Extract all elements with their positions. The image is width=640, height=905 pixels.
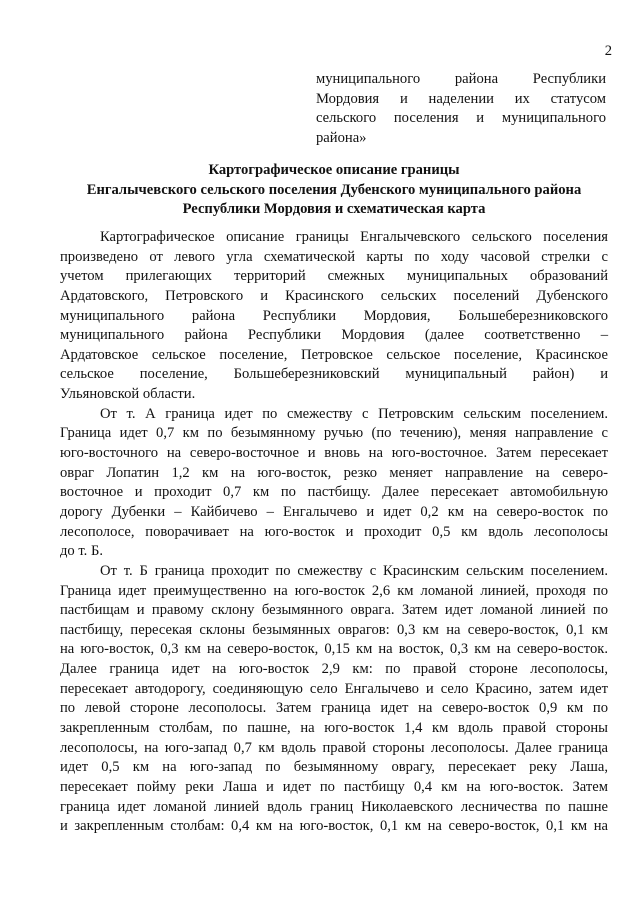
body-line: произведено от левого угла схематической карты по ходу часовой стрелки с bbox=[60, 248, 608, 265]
body-line: закрепленным столбам, по пашне, на юго-восток 1,4 км вдоль правой стороны bbox=[60, 720, 608, 737]
body-line: Ардатовского, Петровского и Красинского сельских поселений Дубенского bbox=[60, 287, 608, 304]
page-number: 2 bbox=[604, 43, 612, 59]
body-line: дорогу Дубенки – Кайбичево – Енгалычево и идет 0,2 км на северо-восток по bbox=[60, 503, 608, 520]
body-line: Далее граница идет на юго-восток 2,9 км: по правой стороне лесополосы, bbox=[60, 661, 608, 678]
body-line: и закрепленным столбам: 0,4 км на юго-восток, 0,1 км на северо-восток, 0,1 км на bbox=[60, 818, 608, 835]
body-line: юго-восточного на северо-восточное и вновь на юго-восточное. Затем пересекает bbox=[60, 445, 608, 462]
body-line: От т. Б граница проходит по смежеству с Красинским сельским поселением. bbox=[100, 562, 608, 579]
header-line: муниципального района Республики bbox=[316, 71, 606, 87]
body-line: по левой стороне лесополосы. Затем граница идет на северо-восток 0,9 км по bbox=[60, 700, 608, 717]
body-line: Граница идет 0,7 км по безымянному ручью (по течению), меняя направление с bbox=[60, 425, 608, 442]
title-line: Картографическое описание границы bbox=[208, 162, 460, 178]
body-text bbox=[60, 228, 608, 837]
body-line: От т. А граница идет по смежеству с Петровским сельским поселением. bbox=[100, 405, 608, 422]
body-line: лесополосе, поворачивает на юго-восток и проходит 0,5 км вдоль лесополосы bbox=[60, 523, 608, 540]
header-line: Мордовия и наделении их статусом bbox=[316, 90, 606, 107]
title-line: Енгалычевского сельского поселения Дубенского муниципального района bbox=[86, 181, 582, 198]
body-line: Граница идет преимущественно на юго-восток 2,6 км ломаной линией, проходя по bbox=[60, 582, 608, 599]
resolution-title-continuation bbox=[316, 70, 606, 149]
body-line: на юго-восток, 0,3 км на северо-восток, 0,15 км на восток, 0,3 км на северо-восток. bbox=[60, 641, 608, 658]
body-line: овраг Лопатин 1,2 км на юго-восток, резко меняет направление на северо- bbox=[60, 464, 608, 481]
body-line: лесополосы, на юго-запад 0,7 км вдоль правой стороны лесополосы. Далее граница bbox=[60, 739, 608, 756]
body-line: Ульяновской области. bbox=[60, 386, 196, 403]
body-line: пересекает пойму реки Лаша и идет по пастбищу 0,4 км на юго-восток. Затем bbox=[60, 778, 608, 795]
title-line: Республики Мордовия и схематическая карта bbox=[182, 201, 486, 217]
body-line: учетом прилегающих территорий смежных муниципальных образований bbox=[60, 268, 608, 285]
body-line: идет 0,5 км на юго-запад по безымянному оврагу, пересекает реку Лаша, bbox=[60, 759, 608, 776]
header-line: района» bbox=[316, 129, 367, 146]
body-line: пастбищу, пересекая склоны безымянных оврагов: 0,3 км на северо-восток, 0,1 км bbox=[60, 621, 608, 638]
body-line: муниципального района Республики Мордовия, Большеберезниковского bbox=[60, 307, 608, 324]
body-line: до т. Б. bbox=[60, 543, 103, 560]
header-line: сельского поселения и муниципального bbox=[316, 110, 606, 127]
section-title bbox=[60, 161, 608, 220]
body-line: пересекает автодорогу, соединяющую село Енгалычево и село Красино, затем идет bbox=[60, 680, 608, 697]
body-line: Ардатовское сельское поселение, Петровское сельское поселение, Красинское bbox=[60, 346, 608, 363]
body-line: пастбищам и правому склону безымянного оврага. Затем идет ломаной линией по bbox=[60, 602, 608, 619]
body-line: восточное и проходит 0,7 км по пастбищу. Далее пересекает автомобильную bbox=[60, 484, 608, 501]
body-line: муниципального района Республики Мордовия (далее соответственно – bbox=[60, 327, 608, 344]
body-line: Картографическое описание границы Енгалычевского сельского поселения bbox=[100, 229, 608, 245]
body-line: сельское поселение, Большеберезниковский муниципальный район) и bbox=[60, 366, 608, 383]
body-line: граница идет ломаной линией вдоль границ Николаевского лесничества по пашне bbox=[60, 798, 608, 815]
